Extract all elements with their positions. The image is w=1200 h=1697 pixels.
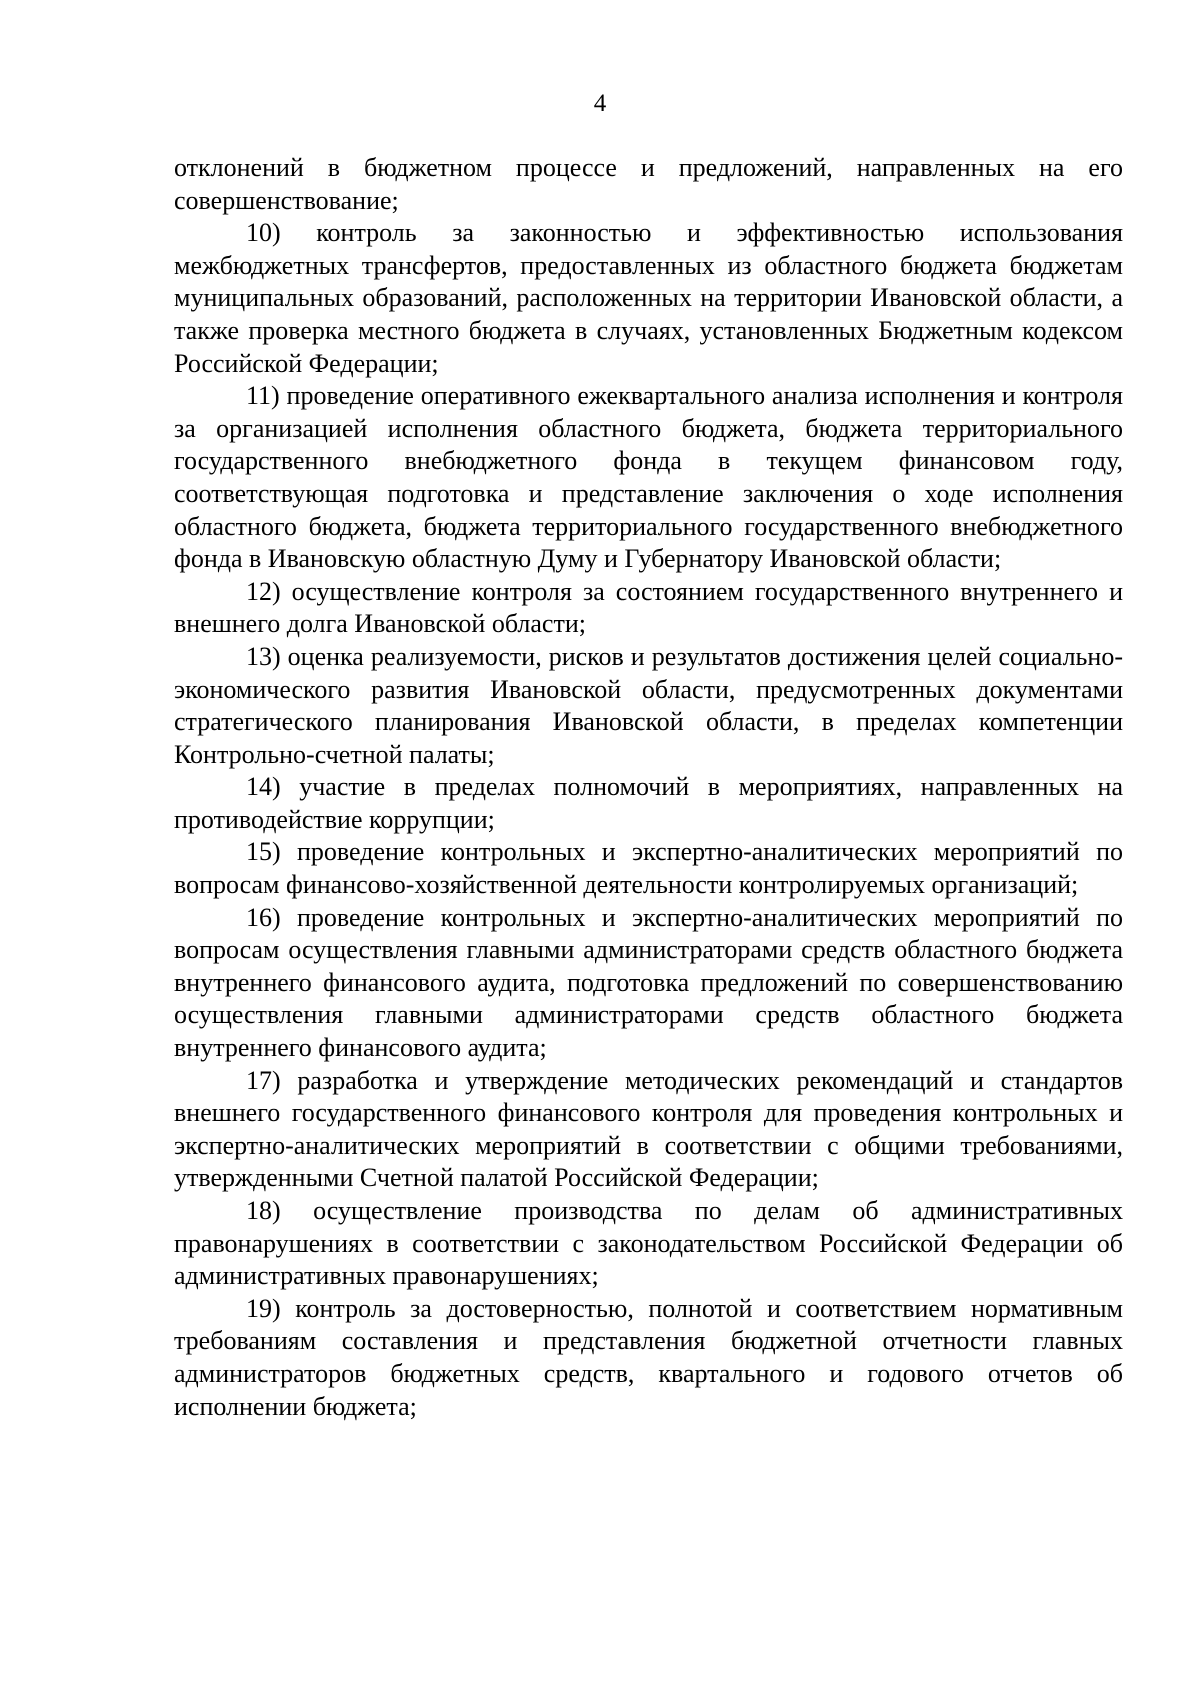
page-number: 4 (593, 90, 607, 117)
paragraph-item-18: 18) осуществление производства по делам об административных правонарушениях в соответствии с законодательством Российской Федерации об административных правонарушениях; (174, 1196, 1123, 1291)
paragraph-item-14: 14) участие в пределах полномочий в мероприятиях, направленных на противодействие коррупции; (174, 772, 1123, 834)
paragraph-item-12: 12) осуществление контроля за состоянием государственного внутреннего и внешнего долга Ивановской области; (174, 576, 1123, 639)
paragraph-item-11: 11) проведение оперативного ежеквартального анализа исполнения и контроля за организацией исполнения областного бюджета, бюджета территориального государственного внебюджетного фонда в текущем финансовом году, соответствующая подготовка и представление заключения о ходе исполнения областного бюджета, бюджета территориального государственного внебюджетного фонда в Ивановскую областную Думу и Губернатору Ивановской области; (174, 381, 1123, 574)
paragraph-item-16: 16) проведение контрольных и экспертно-аналитических мероприятий по вопросам осуществления главными администраторами средств областного бюджета внутреннего финансового аудита, подготовка предложений по совершенствованию осуществления главными администраторами средств областного бюджета внутреннего финансового аудита; (174, 902, 1123, 1063)
paragraph-item-19: 19) контроль за достоверностью, полнотой и соответствием нормативным требованиям составления и представления бюджетной отчетности главных администраторов бюджетных средств, квартального и годового отчетов об исполнении бюджета; (174, 1293, 1123, 1421)
paragraph-continuation: отклонений в бюджетном процессе и предложений, направленных на его совершенствование; (174, 153, 1123, 215)
paragraph-item-13: 13) оценка реализуемости, рисков и результатов достижения целей социально-экономического развития Ивановской области, предусмотренных документами стратегического планирования Ивановской области, в пределах компетенции Контрольно-счетной палаты; (174, 641, 1123, 769)
paragraph-item-15: 15) проведение контрольных и экспертно-аналитических мероприятий по вопросам финансово-хозяйственной деятельности контролируемых организаций; (174, 837, 1123, 900)
document-body (174, 152, 1123, 1423)
paragraph-item-17: 17) разработка и утверждение методических рекомендаций и стандартов внешнего государственного финансового контроля для проведения контрольных и экспертно-аналитических мероприятий в соответствии с общими требованиями, утвержденными Счетной палатой Российской Федерации; (174, 1065, 1123, 1193)
paragraph-item-10: 10) контроль за законностью и эффективностью использования межбюджетных трансфертов, предоставленных из областного бюджета бюджетам муниципальных образований, расположенных на территории Ивановской области, а также проверка местного бюджета в случаях, установленных Бюджетным кодексом Российской Федерации; (174, 218, 1123, 378)
